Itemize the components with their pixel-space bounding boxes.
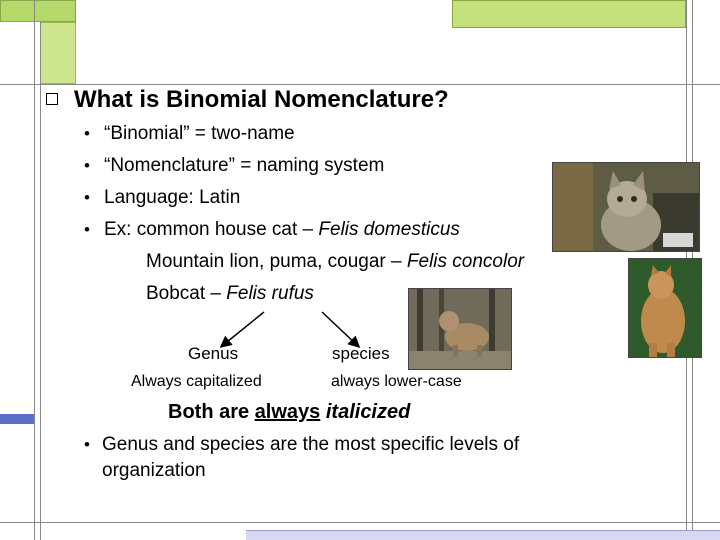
genus-label: Genus	[188, 344, 239, 363]
frame-line	[0, 522, 720, 523]
frame-line	[0, 84, 720, 85]
italic-note-prefix: Both are	[168, 401, 255, 423]
bullet-text: Language: Latin	[104, 187, 241, 208]
mountain-scientific-name: Felis concolor	[406, 251, 525, 272]
arrow-to-species	[322, 312, 358, 346]
frame-blue-bar	[0, 414, 34, 424]
bullet-dot-icon: •	[84, 435, 90, 454]
example-line	[104, 219, 460, 241]
bullet-dot-icon: •	[84, 124, 90, 143]
italic-note-always: always	[254, 401, 321, 423]
genus-note: Always capitalized	[131, 373, 262, 390]
bullet-dot-icon: •	[84, 220, 90, 239]
mountain-lion-photo	[628, 258, 702, 358]
cat-scientific-name: Felis domesticus	[318, 219, 460, 240]
bobcat-photo	[408, 288, 512, 370]
species-note: always lower-case	[331, 373, 462, 390]
bobcat-line	[146, 283, 314, 305]
arrow-to-genus	[222, 312, 264, 346]
species-label: species	[332, 344, 390, 363]
slide-title: What is Binomial Nomenclature?	[74, 86, 449, 113]
title-bullet-icon	[46, 93, 58, 105]
italic-note-italicized: italicized	[325, 401, 411, 423]
frame-line	[40, 22, 41, 540]
bobcat-prefix: Bobcat –	[146, 283, 227, 304]
frame-line	[34, 0, 35, 540]
frame-purple-bar	[246, 530, 720, 540]
bullet-dot-icon: •	[84, 188, 90, 207]
frame-green-block	[0, 0, 76, 22]
italic-note	[168, 401, 410, 424]
bobcat-scientific-name: Felis rufus	[226, 283, 314, 304]
mountain-lion-line	[146, 251, 524, 273]
bullet-text: organization	[102, 460, 206, 481]
bullet-text: “Binomial” = two-name	[104, 123, 295, 144]
frame-green-top-right	[452, 0, 686, 28]
frame-green-block-lower	[40, 22, 76, 84]
example-prefix: Ex: common house cat –	[104, 219, 319, 240]
bullet-text: Genus and species are the most specific levels of	[102, 434, 520, 455]
house-cat-photo	[552, 162, 700, 252]
bullet-dot-icon: •	[84, 156, 90, 175]
mountain-prefix: Mountain lion, puma, cougar –	[146, 251, 407, 272]
bullet-text: “Nomenclature” = naming system	[104, 155, 385, 176]
